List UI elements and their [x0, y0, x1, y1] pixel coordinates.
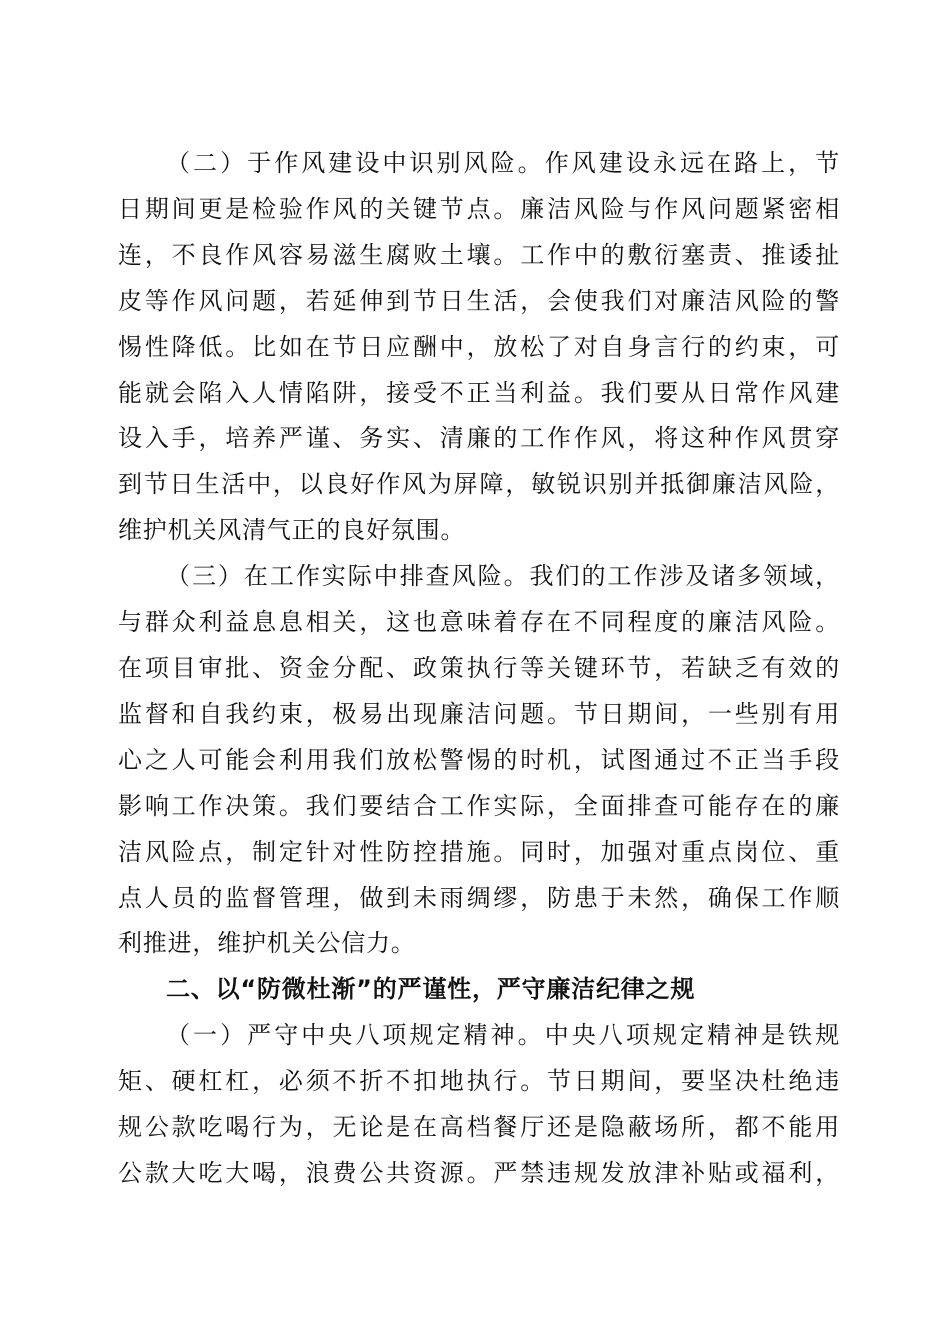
- paragraph-line: （一）严守中央八项规定精神。中央八项规定精神是铁规: [166, 1021, 840, 1050]
- paragraph-line: 利推进，维护机关公信力。: [118, 929, 416, 958]
- paragraph-line: 惕性降低。比如在节日应酬中，放松了对自身言行的约束，可: [118, 332, 840, 361]
- paragraph-line: 能就会陷入人情陷阱，接受不正当利益。我们要从日常作风建: [118, 378, 840, 407]
- document-body: [118, 141, 840, 1197]
- paragraph-line: （二）于作风建设中识别风险。作风建设永远在路上，节: [166, 149, 840, 177]
- paragraph-line: 规公款吃喝行为，无论是在高档餐厅还是隐蔽场所，都不能用: [118, 1113, 840, 1142]
- paragraph-line: 连，不良作风容易滋生腐败土壤。工作中的敷衍塞责、推诿扯: [118, 240, 840, 269]
- paragraph-line: 影响工作决策。我们要结合工作实际，全面排查可能存在的廉: [118, 791, 840, 820]
- paragraph-line: 维护机关风清气正的良好氛围。: [118, 516, 466, 545]
- section-heading: 二、以“防微杜渐”的严谨性，严守廉洁纪律之规: [166, 975, 696, 1004]
- paragraph-line: 公款大吃大喝，浪费公共资源。严禁违规发放津补贴或福利，: [118, 1158, 840, 1187]
- paragraph-line: 矩、硬杠杠，必须不折不扣地执行。节日期间，要坚决杜绝违: [118, 1067, 840, 1096]
- paragraph-line: 皮等作风问题，若延伸到节日生活，会使我们对廉洁风险的警: [118, 286, 840, 315]
- paragraph-line: 日期间更是检验作风的关键节点。廉洁风险与作风问题紧密相: [118, 194, 840, 223]
- paragraph-line: 到节日生活中，以良好作风为屏障，敏锐识别并抵御廉洁风险，: [118, 470, 840, 499]
- paragraph-line: 监督和自我约束，极易出现廉洁问题。节日期间，一些别有用: [118, 699, 840, 728]
- paragraph-line: 设入手，培养严谨、务实、清廉的工作作风，将这种作风贯穿: [118, 424, 840, 453]
- paragraph-line: 在项目审批、资金分配、政策执行等关键环节，若缺乏有效的: [118, 653, 840, 682]
- paragraph-line: 洁风险点，制定针对性防控措施。同时，加强对重点岗位、重: [118, 837, 840, 866]
- paragraph-line: 与群众利益息息相关，这也意味着存在不同程度的廉洁风险。: [118, 608, 840, 637]
- paragraph-work-style-risk: [118, 141, 840, 554]
- paragraph-line: （三）在工作实际中排查风险。我们的工作涉及诸多领域，: [166, 562, 840, 591]
- paragraph-work-practice-risk: [118, 554, 840, 967]
- paragraph-line: 点人员的监督管理，做到未雨绸缪，防患于未然，确保工作顺: [118, 883, 840, 912]
- paragraph-line: 心之人可能会利用我们放松警惕的时机，试图通过不正当手段: [118, 745, 840, 774]
- paragraph-eight-rules: [118, 1013, 840, 1197]
